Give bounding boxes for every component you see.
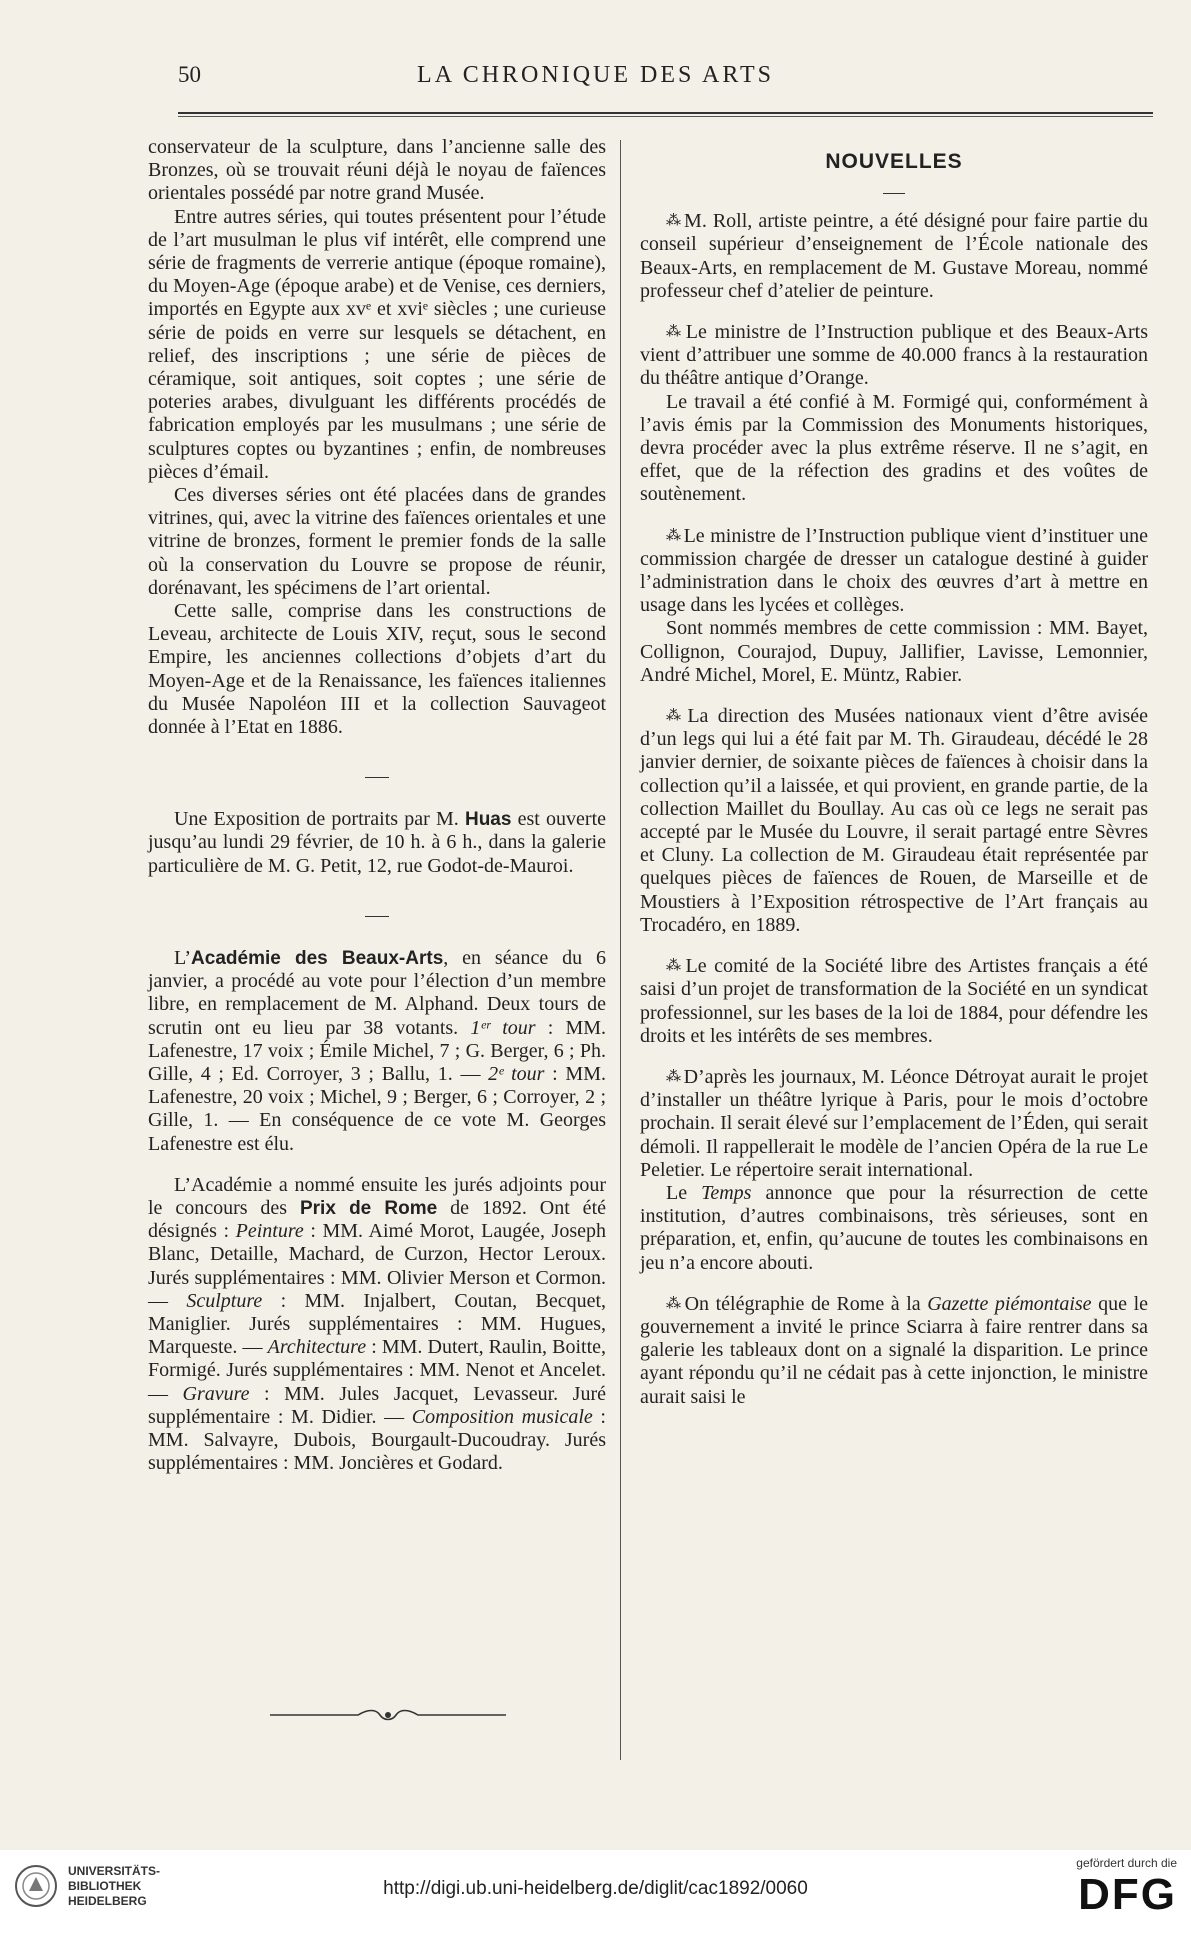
asterism-icon: ⁂ xyxy=(666,527,680,544)
paragraph: Ces diverses séries ont été placées dans de grandes vitrines, qui, avec la vitrine des faïences orientales et une vitrine de bronzes, forment le premier fonds de la salle où la conservation du Louvre se propose de réunir, dorénavant, les spécimens de l’art oriental. xyxy=(148,484,606,599)
news-item: ⁂ M. Roll, artiste peintre, a été désigné pour faire partie du conseil supérieur d’enseignement de l’École nationale des Beaux-Arts, en remplacement de M. Gustave Moreau, nommé professeur chef d’atelier de peinture. xyxy=(640,210,1149,302)
university-name: UNIVERSITÄTS- BIBLIOTHEK HEIDELBERG xyxy=(68,1864,161,1908)
dfg-logo: DFG xyxy=(1078,1870,1177,1919)
header-rule xyxy=(178,112,1153,114)
paragraph: Cette salle, comprise dans les constructions de Leveau, architecte de Louis XIV, reçut, sous le second Empire, les anciennes collections d’objets d’art du Moyen-Age et de la Renaissance, les faïences italiennes du Musée Napoléon III et la collection Sauvageot donnée à l’Etat en 1886. xyxy=(148,600,606,739)
paragraph: Entre autres séries, qui toutes présentent pour l’étude de l’art musulman le plus vif intérêt, elle comprend une série de fragments de verrerie antique (époque romaine), du Moyen-Age (époque arabe) et de Venise, ces derniers, importés en Egypte aux xvᵉ et xviᵉ siècles ; une curieuse série de poids en verre sur lesquels se détachent, en relief, des inscriptions ; une série de pièces de céramique, soit antiques, soit coptes ; une série de poteries arabes, divulguant les différents procédés de fabrication employés par les musulmans ; une série de sculptures coptes ou byzantines ; enfin, de nombreuses pièces d’émail. xyxy=(148,205,606,483)
news-item: ⁂ Le ministre de l’Instruction publique et des Beaux-Arts vient d’attribuer une somme de 40.000 francs à la restauration du théâtre antique d’Orange. xyxy=(640,321,1148,390)
source-url-link[interactable]: http://digi.ub.uni-heidelberg.de/diglit/cac1892/0060 xyxy=(383,1878,808,1899)
news-item: ⁂ Le ministre de l’Instruction publique vient d’instituer une commission chargée de dresser un catalogue destiné à guider l’administration dans le choix des œuvres d’art à mettre en usage dans les lycées et collèges. xyxy=(640,524,1149,617)
ornament-divider-icon xyxy=(268,1705,508,1725)
asterism-icon: ⁂ xyxy=(666,1295,681,1312)
sponsor-block xyxy=(1076,1856,1177,1920)
left-column xyxy=(148,136,606,1475)
separator-dash xyxy=(148,906,606,917)
asterism-icon: ⁂ xyxy=(666,708,684,725)
sponsor-label: gefördert durch die xyxy=(1076,1856,1177,1870)
column-divider xyxy=(620,140,621,1760)
asterism-icon: ⁂ xyxy=(666,213,681,230)
header-rule-thin xyxy=(178,116,1153,117)
asterism-icon: ⁂ xyxy=(666,324,682,341)
title-dash xyxy=(640,185,1148,194)
section-title: NOUVELLES xyxy=(825,150,963,173)
separator-dash xyxy=(148,767,606,778)
news-item-continued: Le travail a été confié à M. Formigé qui, conformément à l’avis émis par la Commission des Monuments historiques, devra procéder avec la plus extrême réserve. Il ne s’agit, en effet, que de la réfection des gradins et des voûtes de soutènement. xyxy=(640,390,1148,506)
news-item-continued: Sont nommés membres de cette commission : MM. Bayet, Collignon, Courajod, Dupuy, Jallifier, Lavisse, Lemonnier, André Michel, Morel, E. Müntz, Rabier. xyxy=(640,617,1148,686)
news-item-continued: Le Temps annonce que pour la résurrection de cette institution, d’autres combinaisons, très sérieuses, sont en préparation, et, enfin, qu’aucune de toutes les combinaisons en jeu n’a encore abouti. xyxy=(640,1181,1149,1274)
news-item: ⁂ Le comité de la Société libre des Artistes français a été saisi d’un projet de transformation de la Société en un syndicat professionnel, sur les bases de la loi de 1884, pour défendre les droits et les intérêts de ses membres. xyxy=(640,955,1148,1047)
asterism-icon: ⁂ xyxy=(666,958,682,975)
right-column xyxy=(640,136,1148,1409)
footer-bar xyxy=(0,1850,1191,1942)
asterism-icon: ⁂ xyxy=(666,1068,680,1085)
news-item: ⁂ La direction des Musées nationaux vient d’être avisée d’un legs qui lui a été fait par M. Th. Giraudeau, décédé le 28 janvier dernier, de soixante pièces de faïences à choisir dans la collection qu’il a laissée, et qui provient, en grande partie, de la collection Maillet du Boullay. Au cas où ce legs ne serait pas accepté par le Musée du Louvre, il serait partagé entre Sèvres et Cluny. La collection de M. Giraudeau était représentée par quelques pièces de faïences de Rouen, de Marseille et de Moustiers à l’Exposition rétrospective de l’Art français au Trocadéro, en 1889. xyxy=(640,705,1148,936)
paragraph: conservateur de la sculpture, dans l’ancienne salle des Bronzes, où se trouvait réuni déjà le noyau de faïences orientales possédé par notre grand Musée. xyxy=(148,136,606,205)
running-title: LA CHRONIQUE DES ARTS xyxy=(417,62,774,88)
exposition-paragraph: Une Exposition de portraits par M. Huas est ouverte jusqu’au lundi 29 février, de 10 h. à 6 h., dans la galerie particulière de M. G. Petit, 12, rue Godot-de-Mauroi. xyxy=(148,808,606,877)
jury-paragraph: L’Académie a nommé ensuite les jurés adjoints pour le concours des Prix de Rome de 1892. Ont été désignés : Peinture : MM. Aimé Morot, Laugée, Joseph Blanc, Detaille, Machard, de Curzon, Hector Leroux. Jurés supplémentaires : MM. Olivier Merson et Cormon. — Sculpture : MM. Injalbert, Coutan, Becquet, Maniglier. Jurés supplémentaires : MM. Hugues, Marqueste. — Architecture : MM. Dutert, Raulin, Boitte, Formigé. Jurés supplémentaires : MM. Nenot et Ancelet. — Gravure : MM. Jules Jacquet, Levasseur. Juré supplémentaire : M. Didier. — Composition musicale : MM. Salvayre, Dubois, Bourgault-Ducoudray. Jurés supplémentaires : MM. Joncières et Godard. xyxy=(148,1173,607,1475)
news-item: ⁂ On télégraphie de Rome à la Gazette piémontaise que le gouvernement a invité le prince Sciarra à faire rentrer dans sa galerie les tableaux dont on a signalé la disparition. Le prince ayant répondu qu’il ne cédait pas à cette injonction, le ministre aurait saisi le xyxy=(640,1292,1149,1408)
academie-paragraph: L’Académie des Beaux-Arts, en séance du 6 janvier, a procédé au vote pour l’élection d’un membre libre, en remplacement de M. Alphand. Deux tours de scrutin ont eu lieu par 38 votants. 1ᵉʳ tour : MM. Lafenestre, 17 voix ; Émile Michel, 7 ; G. Berger, 6 ; Ph. Gille, 4 ; Ed. Corroyer, 3 ; Ballu, 1. — 2ᵉ tour : MM. Lafenestre, 20 voix ; Michel, 9 ; Berger, 6 ; Corroyer, 2 ; Gille, 1. — En conséquence de ce vote M. Georges Lafenestre est élu. xyxy=(148,946,607,1155)
page-number: 50 xyxy=(178,62,201,87)
news-item: ⁂ D’après les journaux, M. Léonce Détroyat aurait le projet d’installer un théâtre lyrique à Paris, pour le mois d’octobre prochain. Il serait élevé sur l’emplacement de l’Éden, qui serait démoli. Il rappellerait le modèle de l’ancien Opéra de la rue Le Peletier. Le répertoire serait international. xyxy=(640,1065,1148,1181)
